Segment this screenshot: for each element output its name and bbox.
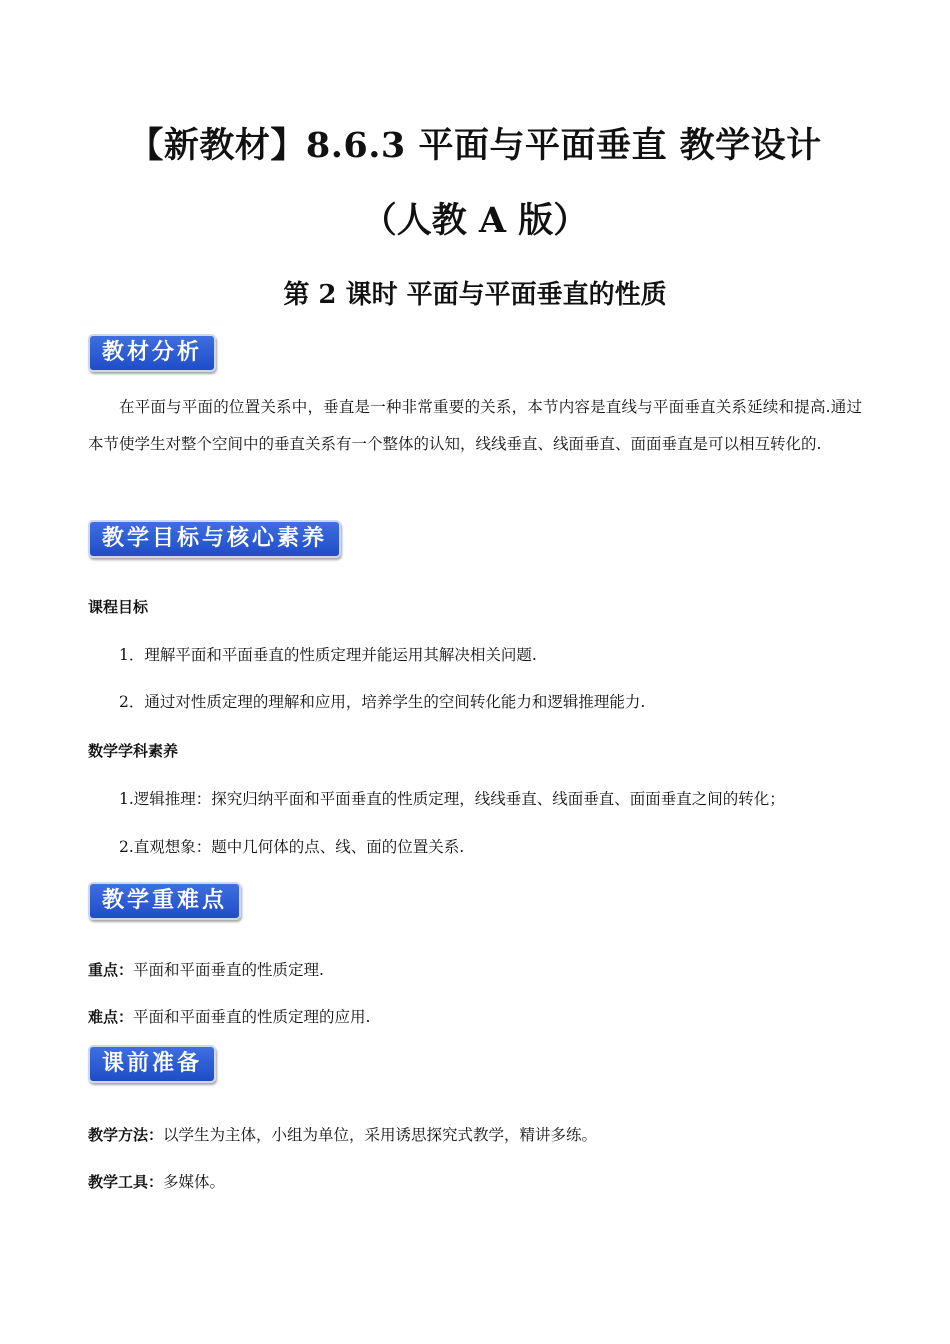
teaching-tool-text: 多媒体。 [163,1173,226,1191]
section-badge-goals: 教学目标与核心素养 [88,520,341,558]
section-badge-preparation: 课前准备 [88,1045,216,1083]
section-badge-analysis: 教材分析 [88,334,216,372]
course-goals-heading: 课程目标 [88,598,149,616]
document-title: 【新教材】8.6.3 平面与平面垂直 教学设计 [128,125,822,166]
literacy-item: 2.直观想象：题中几何体的点、线、面的位置关系. [119,838,465,856]
document-title-edition: （人教 A 版） [361,200,589,241]
teaching-method-text: 以学生为主体，小组为单位，采用诱思探究式教学，精讲多练。 [163,1126,598,1144]
teaching-tool-label: 教学工具： [88,1173,164,1191]
key-point-label: 重点： [88,961,134,979]
teaching-method-label: 教学方法： [88,1126,164,1144]
difficult-point-line [88,1005,370,1027]
course-goal-item: 1．理解平面和平面垂直的性质定理并能运用其解决相关问题. [119,646,537,664]
teaching-tool-line [88,1170,225,1192]
key-point-text: 平面和平面垂直的性质定理. [133,961,324,979]
difficult-point-label: 难点： [88,1008,134,1026]
course-goal-item: 2．通过对性质定理的理解和应用，培养学生的空间转化能力和逻辑推理能力. [119,693,646,711]
analysis-paragraph: 在平面与平面的位置关系中，垂直是一种非常重要的关系，本节内容是直线与平面垂直关系延续和提高.通过本节使学生对整个空间中的垂直关系有一个整体的认知，线线垂直、线面垂直、面面垂直是可以相互转化的. [88,398,862,453]
section-badge-keypoints: 教学重难点 [88,882,241,920]
teaching-method-line [88,1123,597,1145]
key-point-line [88,958,324,980]
lesson-subtitle: 第 2 课时 平面与平面垂直的性质 [283,280,667,310]
literacy-heading: 数学学科素养 [88,742,179,760]
literacy-item: 1.逻辑推理：探究归纳平面和平面垂直的性质定理，线线垂直、线面垂直、面面垂直之间的转化； [119,790,785,808]
difficult-point-text: 平面和平面垂直的性质定理的应用. [133,1008,371,1026]
